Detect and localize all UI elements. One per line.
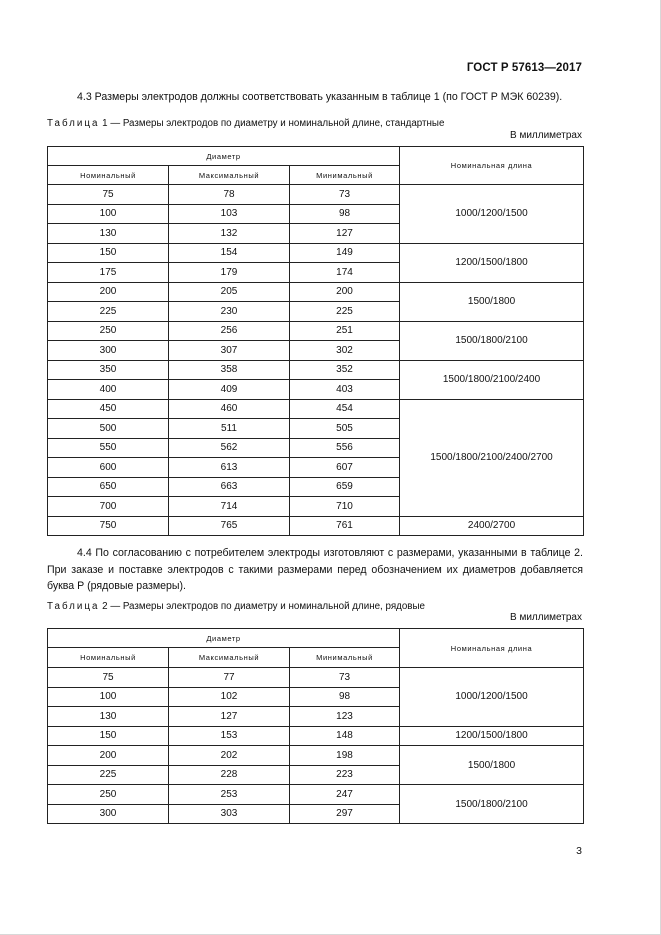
table-row: 175 179 174 (48, 263, 584, 283)
table1-length-group: 1000/1200/1500 (400, 185, 584, 244)
table-row: 650 663 659 (48, 477, 584, 497)
table-row: 250 256 251 1500/1800/2100 (48, 321, 584, 341)
table-row: 300 307 302 (48, 341, 584, 361)
table-row: 400 409 403 (48, 380, 584, 400)
paragraph-4-3: 4.3 Размеры электродов должны соответствовать указанным в таблице 1 (по ГОСТ Р МЭК 60239). (77, 91, 563, 103)
table-row: 450 460 454 1500/1800/2100/2400/2700 (48, 399, 584, 419)
table1-caption-text: 1 — Размеры электродов по диаметру и номинальной длине, стандартные (99, 118, 445, 129)
table-row: 200 205 200 1500/1800 (48, 282, 584, 302)
table-row: 750 765 761 2400/2700 (48, 516, 584, 536)
table-row: 300 303 297 (48, 804, 584, 824)
table-row: 130 132 127 (48, 224, 584, 244)
table1-head-min: Минимальный (290, 166, 400, 185)
table1-length-group: 1500/1800 (400, 282, 584, 321)
table1-length-group: 1500/1800/2100/2400/2700 (400, 399, 584, 516)
table-row: 150 154 149 1200/1500/1800 (48, 243, 584, 263)
table1-head-max: Максимальный (169, 166, 290, 185)
paragraph-4-4: 4.4 По согласованию с потребителем электроды изготовляют с размерами, указанными в таблице 2. При заказе и поставке электродов с такими размерами перед обозначением их диаметров добавляется буква Р (рядовые размеры). (47, 547, 583, 592)
table1-unit: В миллиметрах (510, 130, 582, 141)
table-row: 130 127 123 (48, 707, 584, 727)
table1-length-group: 1200/1500/1800 (400, 243, 584, 282)
table-row: 250 253 247 1500/1800/2100 (48, 785, 584, 805)
table2-length-group: 1000/1200/1500 (400, 668, 584, 727)
table2-length-group: 1500/1800/2100 (400, 785, 584, 824)
table-row: 600 613 607 (48, 458, 584, 478)
table-row: 100 102 98 (48, 687, 584, 707)
table-row: 75 77 73 1000/1200/1500 (48, 668, 584, 688)
table2-head-min: Минимальный (290, 648, 400, 668)
table-row: 225 230 225 (48, 302, 584, 322)
page-number: 3 (576, 845, 582, 857)
table1-head-length: Номинальная длина (400, 147, 584, 185)
table-row: 500 511 505 (48, 419, 584, 439)
table-row: 700 714 710 (48, 497, 584, 517)
table-row: 350 358 352 1500/1800/2100/2400 (48, 360, 584, 380)
table-row: 200 202 198 1500/1800 (48, 746, 584, 766)
document-id: ГОСТ Р 57613—2017 (466, 62, 582, 74)
table2-head-diameter: Диаметр (48, 629, 400, 648)
table2-caption-word: Таблица (47, 601, 100, 612)
table1 (47, 146, 584, 536)
table2-head-nominal: Номинальный (48, 648, 169, 668)
table2 (47, 628, 584, 824)
table1-head-diameter: Диаметр (48, 147, 400, 166)
table1-caption-word: Таблица (47, 118, 100, 129)
table2-head-max: Максимальный (169, 648, 290, 668)
table2-unit: В миллиметрах (510, 612, 582, 623)
table-row: 225 228 223 (48, 765, 584, 785)
table2-caption-text: 2 — Размеры электродов по диаметру и номинальной длине, рядовые (99, 601, 425, 612)
table1-length-group: 2400/2700 (400, 516, 584, 536)
table-row: 100 103 98 (48, 204, 584, 224)
table1-length-group: 1500/1800/2100 (400, 321, 584, 360)
table2-length-group: 1200/1500/1800 (400, 726, 584, 746)
table-row: 75 78 73 1000/1200/1500 (48, 185, 584, 205)
table2-length-group: 1500/1800 (400, 746, 584, 785)
table-row: 550 562 556 (48, 438, 584, 458)
table1-length-group: 1500/1800/2100/2400 (400, 360, 584, 399)
table2-head-length: Номинальная длина (400, 629, 584, 668)
table1-caption (47, 118, 444, 129)
table1-head-nominal: Номинальный (48, 166, 169, 185)
table-row: 150 153 148 1200/1500/1800 (48, 726, 584, 746)
table2-caption (47, 601, 425, 612)
